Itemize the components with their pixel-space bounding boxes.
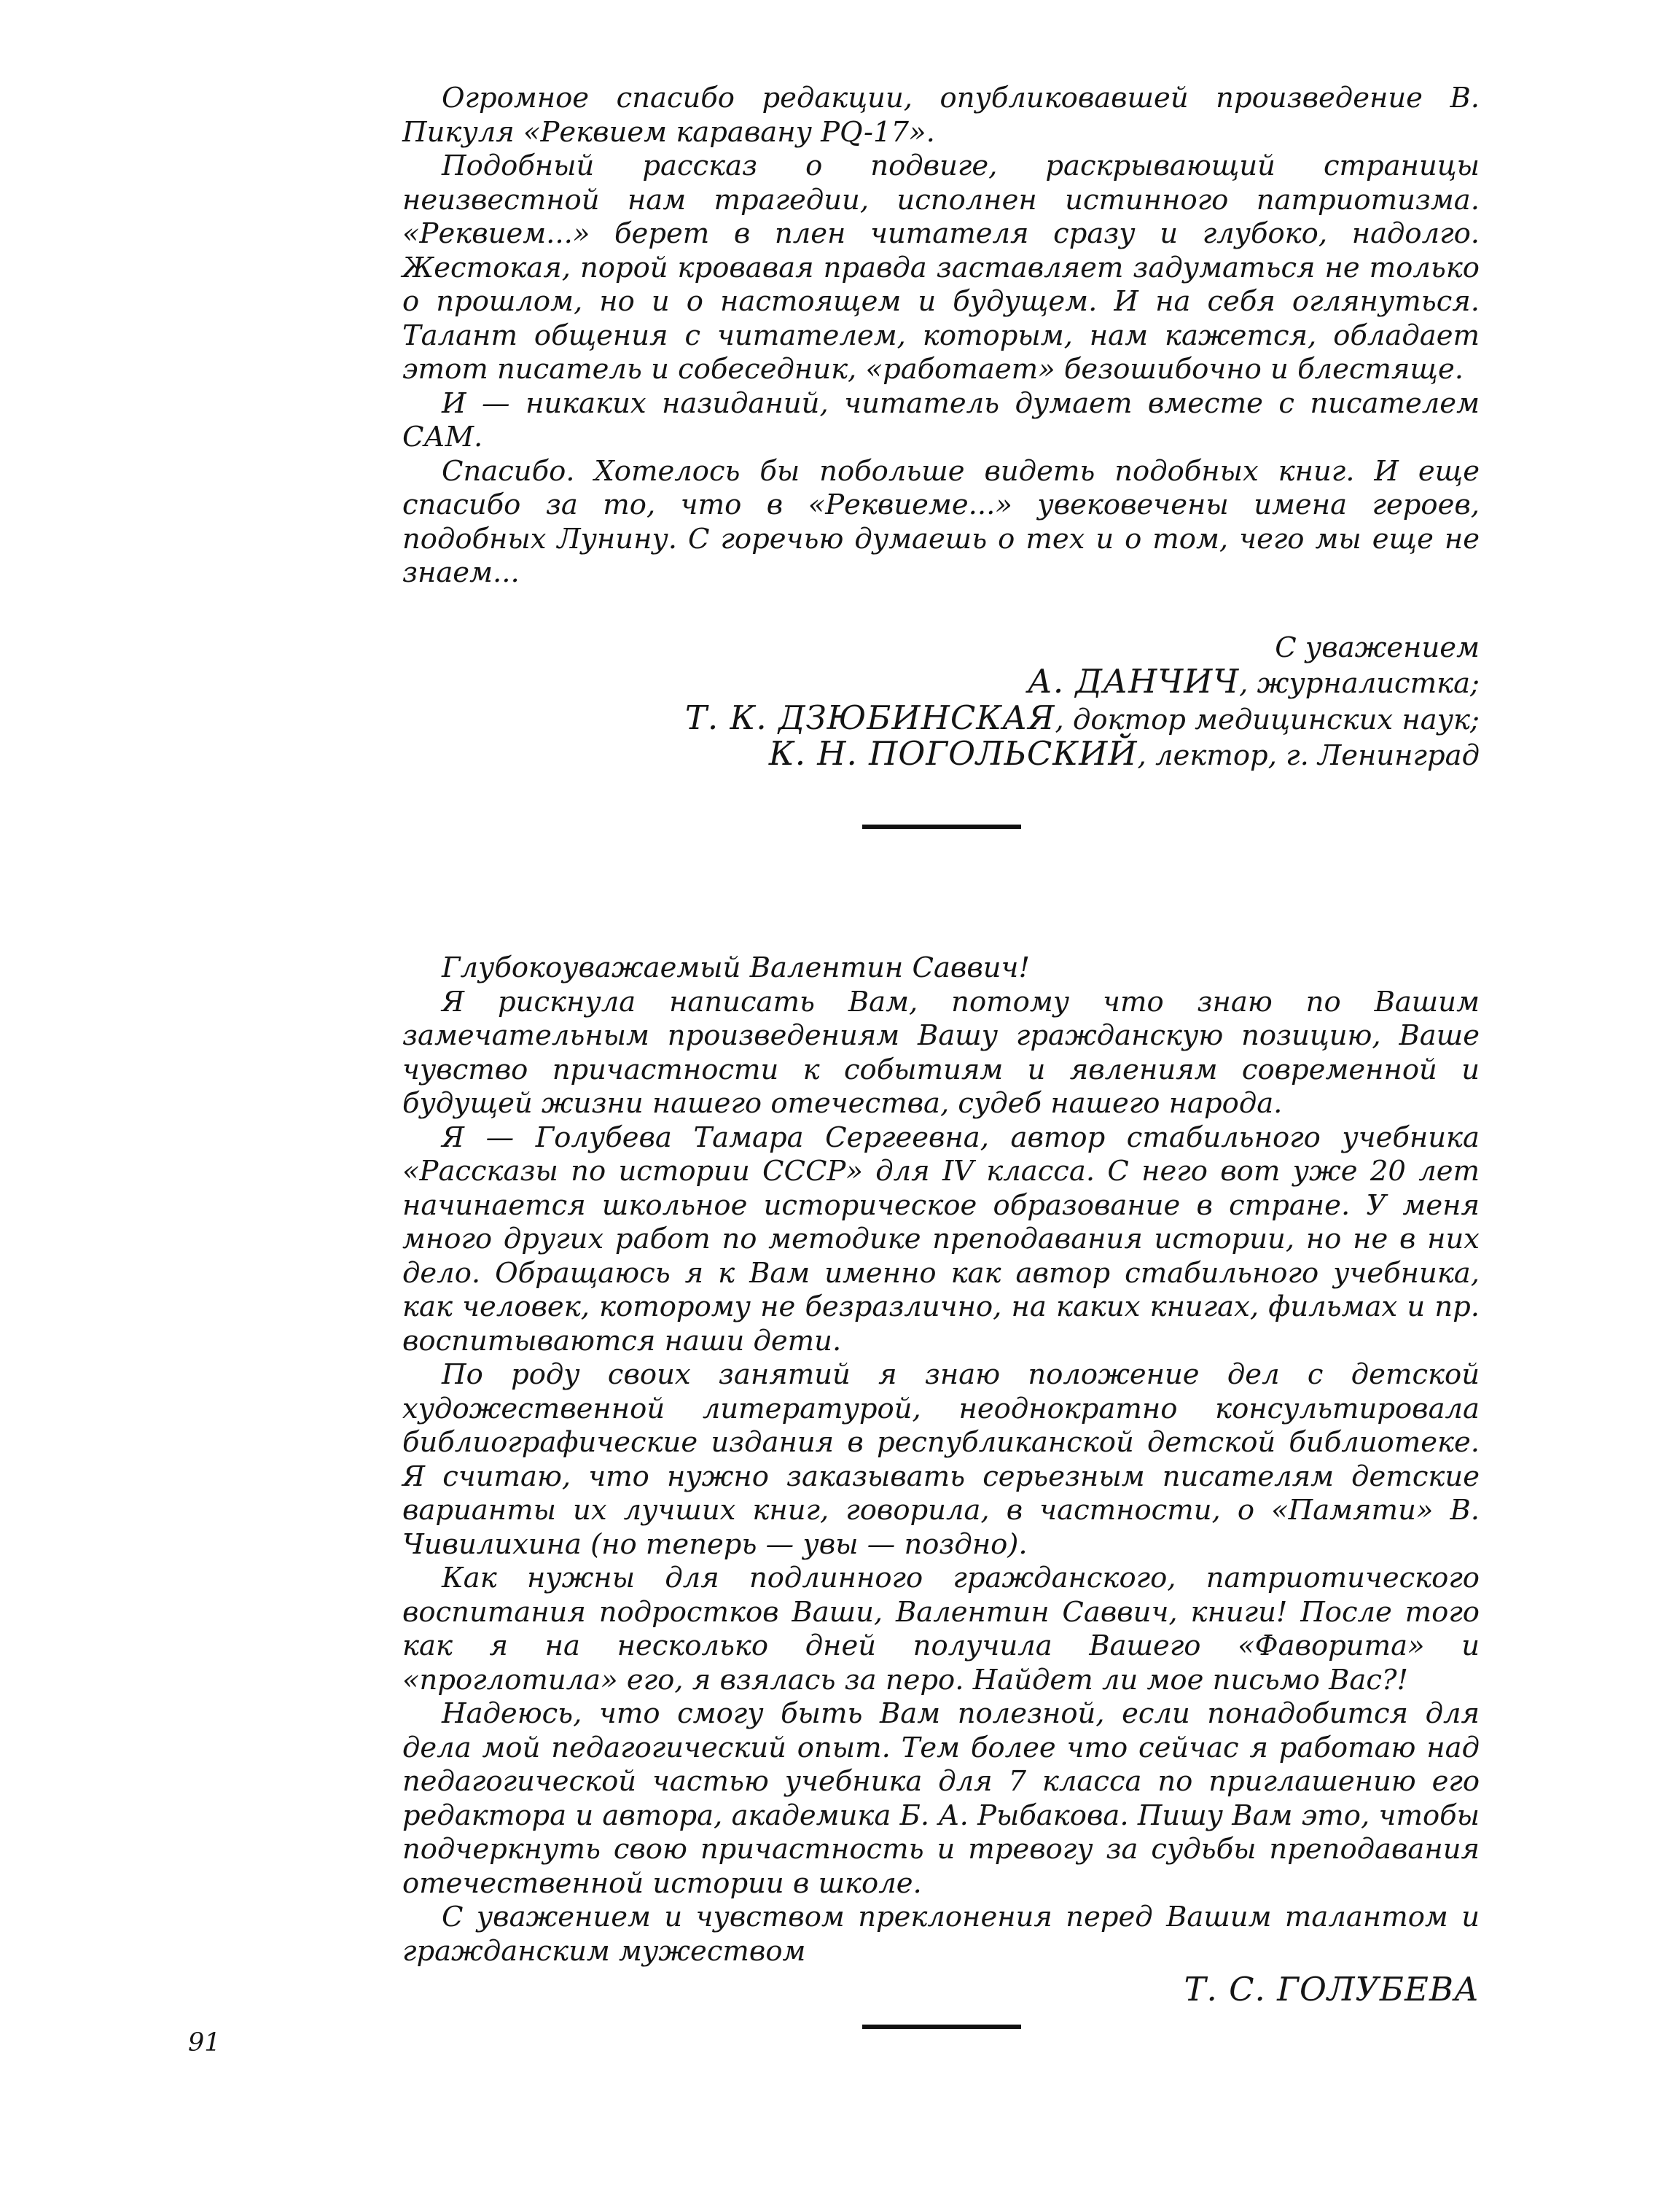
section-divider (862, 2025, 1021, 2029)
letter-1-paragraph: Спасибо. Хотелось бы побольше видеть подобных книг. И еще спасибо за то, что в «Реквиеме...» увековечены имена героев, подобных Лунину. С горечью думаешь о тех и о том, чего мы еще не знаем... (402, 454, 1480, 589)
signatory-name: Т. К. ДЗЮБИНСКАЯ (684, 698, 1055, 737)
letter-2-paragraph: Я — Голубева Тамара Сергеевна, автор стабильного учебника «Рассказы по истории СССР» для IV класса. С него вот уже 20 лет начинается школьное историческое образование в стране. У меня много других работ по методике преподавания истории, но не в них дело. Обращаюсь я к Вам именно как автор стабильного учебника, как человек, которому не безразлично, на каких книгах, фильмах и пр. воспитываются наши дети. (402, 1121, 1480, 1357)
letter-1-paragraph: Подобный рассказ о подвиге, раскрывающий страницы неизвестной нам трагедии, исполнен истинного патриотизма. «Реквием...» берет в плен читателя сразу и глубоко, надолго. Жестокая, порой кровавая правда заставляет задуматься не только о прошлом, но и о настоящем и будущем. И на себя оглянуться. Талант общения с читателем, которым, нам кажется, обладает этот писатель и собеседник, «работает» безошибочно и блестяще. (402, 149, 1480, 386)
signatory (402, 734, 1480, 774)
letter-1-paragraph: И — никаких назиданий, читатель думает вместе с писателем САМ. (402, 386, 1480, 453)
signatory (402, 698, 1480, 738)
letter-2-signature-name: Т. С. ГОЛУБЕВА (1184, 1970, 1480, 2009)
signatory-role: , лектор, г. Ленинград (1137, 739, 1480, 772)
letter-1-signature-block (402, 631, 1480, 774)
page-number: 91 (188, 2028, 221, 2057)
letter-2-paragraph: Надеюсь, что смогу быть Вам полезной, если понадобится для дела мой педагогический опыт. Тем более что сейчас я работаю над педагогической частью учебника для 7 класса по приглашению его редактора и автора, академика Б. А. Рыбакова. Пишу Вам это, чтобы подчеркнуть свою причастность и тревогу за судьбы преподавания отечественной истории в школе. (402, 1697, 1480, 1900)
letter-2-paragraph: Как нужны для подлинного гражданского, патриотического воспитания подростков Ваши, Валентин Саввич, книги! После того как я на несколько дней получила Вашего «Фаворита» и «проглотила» его, я взялась за перо. Найдет ли мое письмо Вас?! (402, 1562, 1480, 1696)
letter-2 (402, 951, 1480, 2009)
section-divider (862, 825, 1021, 829)
letter-2-closing: С уважением и чувством преклонения перед Вашим талантом и гражданским мужеством (402, 1901, 1480, 1968)
letter-2-salutation: Глубокоуважаемый Валентин Саввич! (442, 951, 1030, 984)
letter-1-closing: С уважением (1275, 631, 1480, 664)
letter-1-paragraph: Огромное спасибо редакции, опубликовавшей произведение В. Пикуля «Реквием каравану PQ-17». (402, 82, 1480, 149)
letter-1 (402, 82, 1480, 774)
letter-2-paragraph: По роду своих занятий я знаю положение дел с детской художественной литературой, неоднократно консультировала библиографические издания в республиканской детской библиотеке. Я считаю, что нужно заказывать серьезным писателям детские варианты их лучших книг, говорила, в частности, о «Памяти» В. Чивилихина (но теперь — увы — поздно). (402, 1358, 1480, 1561)
letter-2-paragraph: Я рискнула написать Вам, потому что знаю по Вашим замечательным произведениям Вашу гражданскую позицию, Ваше чувство причастности к событиям и явлениям современной и будущей жизни нашего отечества, судеб нашего народа. (402, 985, 1480, 1120)
signatory-role: , доктор медицинских наук; (1055, 703, 1480, 736)
signatory (402, 662, 1480, 701)
letter-2-signature (402, 1970, 1480, 2009)
signatory-name: А. ДАНЧИЧ (1027, 662, 1240, 701)
signatory-name: К. Н. ПОГОЛЬСКИЙ (768, 734, 1138, 773)
signatory-role: , журналистка; (1239, 667, 1480, 700)
